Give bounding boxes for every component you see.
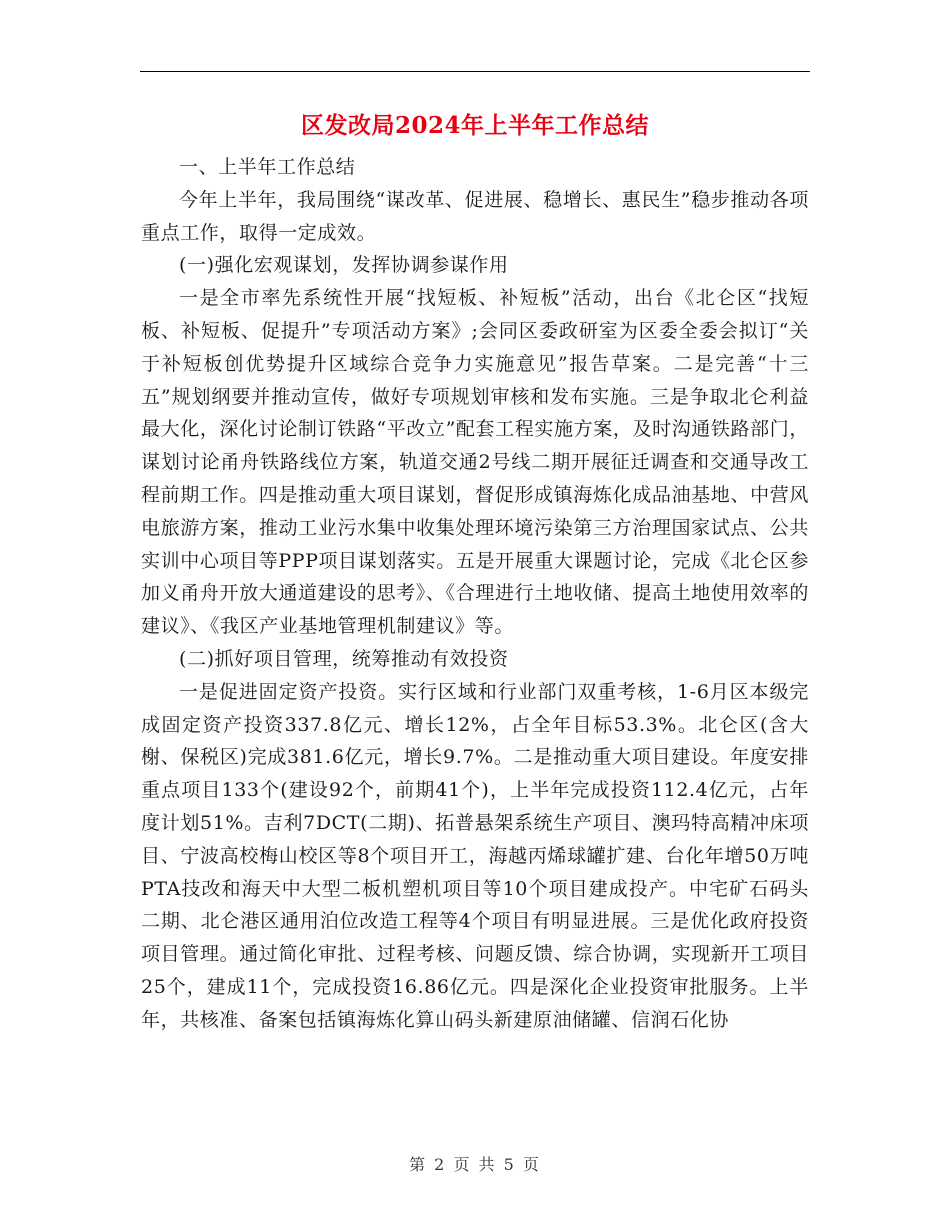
paragraph-project-management: 一是促进固定资产投资。实行区域和行业部门双重考核，1-6月区本级完成固定资产投资337.8亿元、增长12%，占全年目标53.3%。北仑区(含大榭、保税区)完成381.6亿元，增长9.7%。二是推动重大项目建设。年度安排重点项目133个(建设92个，前期41个)，上半年完成投资112.4亿元，占年度计划51%。吉利7DCT(二期)、拓普悬架系统生产项目、澳玛特高精冲床项目、宁波高校梅山校区等8个项目开工，海越丙烯球罐扩建、台化年增50万吨PTA技改和海天中大型二板机塑机项目等10个项目建成投产。中宅矿石码头二期、北仑港区通用泊位改造工程等4个项目有明显进展。三是优化政府投资项目管理。通过简化审批、过程考核、问题反馈、综合协调，实现新开工项目25个，建成11个，完成投资16.86亿元。四是深化企业投资审批服务。上半年，共核准、备案包括镇海炼化算山码头新建原油储罐、信润石化协: [141, 680, 809, 1031]
section-heading: 一、上半年工作总结: [179, 156, 356, 178]
subsection-heading-macro-planning: (一)强化宏观谋划，发挥协调参谋作用: [179, 254, 509, 277]
page-number-footer: 第 2 页 共 5 页: [409, 1155, 541, 1174]
document-title: 区发改局2024年上半年工作总结: [300, 112, 649, 139]
header-rule: [140, 71, 810, 72]
document-body: [141, 151, 809, 1037]
intro-paragraph: 今年上半年，我局围绕“谋改革、促进展、稳增长、惠民生”稳步推动各项重点工作，取得一定成效。: [141, 188, 809, 244]
paragraph-macro-planning: 一是全市率先系统性开展“找短板、补短板”活动，出台《北仑区“找短板、补短板、促提升”专项活动方案》;会同区委政研室为区委全委会拟订“关于补短板创优势提升区域综合竞争力实施意见”报告草案。二是完善“十三五”规划纲要并推动宣传，做好专项规划审核和发布实施。三是争取北仑利益最大化，深化讨论制订铁路“平改立”配套工程实施方案，及时沟通铁路部门，谋划讨论甬舟铁路线位方案，轨道交通2号线二期开展征迁调查和交通导改工程前期工作。四是推动重大项目谋划，督促形成镇海炼化成品油基地、中营风电旅游方案，推动工业污水集中收集处理环境污染第三方治理国家试点、公共实训中心项目等PPP项目谋划落实。五是开展重大课题讨论，完成《北仑区参加义甬舟开放大通道建设的思考》、《合理进行土地收储、提高土地使用效率的建议》、《我区产业基地管理机制建议》等。: [141, 287, 809, 638]
subsection-heading-project-management: (二)抓好项目管理，统筹推动有效投资: [179, 647, 509, 670]
